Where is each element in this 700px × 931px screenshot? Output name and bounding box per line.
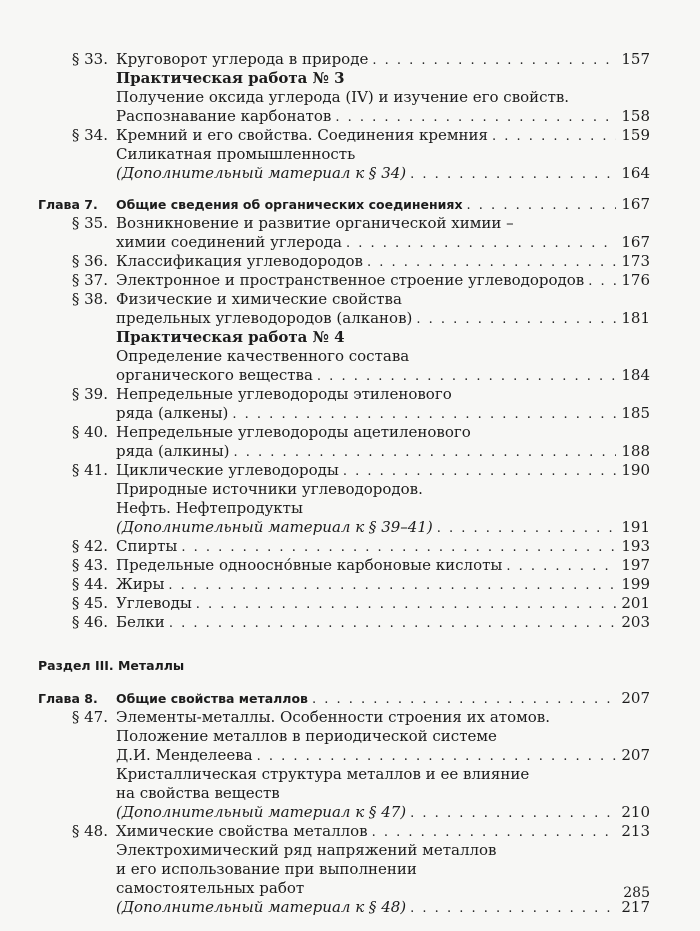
paragraph-number: § 40. (71, 423, 108, 441)
entry-page-number: 213 (621, 822, 650, 840)
toc-line (36, 328, 650, 347)
paragraph-number: § 45. (71, 594, 108, 612)
entry-title: (Дополнительный материал к § 34) (116, 164, 407, 182)
paragraph-number: § 39. (71, 385, 108, 403)
entry-page-number: 176 (621, 271, 650, 289)
entry-title: ряда (алкины) (116, 442, 230, 460)
entry-title: Силикатная промышленность (116, 145, 356, 163)
entry-title: Нефть. Нефтепродукты (116, 499, 303, 517)
dot-leader (257, 747, 616, 766)
toc-entry (36, 50, 650, 69)
toc-entry (36, 214, 650, 252)
toc-line (36, 252, 650, 271)
toc-line (36, 290, 650, 309)
toc-line (36, 727, 650, 746)
entry-title: Элементы-металлы. Особенности строения их атомов. (116, 708, 551, 726)
toc-line (36, 841, 650, 860)
entry-title: Электрохимический ряд напряжений металлов (116, 841, 497, 859)
toc-line (36, 214, 650, 233)
entry-page-number: 159 (621, 126, 650, 144)
toc-line (36, 385, 650, 404)
entry-title: Предельные одноосно́вные карбоновые кислоты (116, 556, 503, 574)
entry-title: органического вещества (116, 366, 313, 384)
dot-leader (410, 804, 616, 823)
entry-page-number: 217 (621, 898, 650, 916)
toc-line (36, 271, 650, 290)
dot-leader (588, 272, 616, 291)
toc-line (36, 822, 650, 841)
paragraph-number: § 35. (71, 214, 108, 232)
toc-entry (36, 537, 650, 556)
dot-leader (410, 165, 616, 184)
entry-title: Распознавание карбонатов (116, 107, 332, 125)
entry-page-number: 185 (621, 404, 650, 422)
toc-line (36, 499, 650, 518)
toc-line (36, 233, 650, 252)
entry-title: предельных углеводородов (алканов) (116, 309, 413, 327)
toc-line (36, 803, 650, 822)
entry-title: Определение качественного состава (116, 347, 410, 365)
entry-page-number: 203 (621, 613, 650, 631)
toc-line (36, 461, 650, 480)
entry-title: Физические и химические свойства (116, 290, 402, 308)
entry-title: ряда (алкены) (116, 404, 229, 422)
paragraph-number: § 44. (71, 575, 108, 593)
toc-entry (36, 461, 650, 537)
entry-title: на свойства веществ (116, 784, 280, 802)
paragraph-number: § 38. (71, 290, 108, 308)
toc-line (36, 404, 650, 423)
toc-line (36, 366, 650, 385)
toc-entry (36, 385, 650, 423)
toc-line (36, 88, 650, 107)
entry-page-number: 207 (621, 746, 650, 764)
toc-line (36, 107, 650, 126)
dot-leader (168, 576, 616, 595)
dot-leader (410, 899, 616, 918)
table-of-contents (36, 50, 650, 917)
dot-leader (335, 108, 616, 127)
toc-line (36, 126, 650, 145)
dot-leader (372, 823, 616, 842)
paragraph-number: § 36. (71, 252, 108, 270)
entry-title: Кристаллическая структура металлов и ее влияние (116, 765, 530, 783)
toc-line (36, 195, 650, 214)
toc-entry (36, 556, 650, 575)
dot-leader (416, 310, 616, 329)
paragraph-number: § 33. (71, 50, 108, 68)
entry-title: Электронное и пространственное строение углеводородов (116, 271, 585, 289)
entry-title: Положение металлов в периодической системе (116, 727, 497, 745)
entry-page-number: 167 (621, 195, 650, 213)
entry-title: Углеводы (116, 594, 192, 612)
entry-page-number: 197 (621, 556, 650, 574)
paragraph-number: § 47. (71, 708, 108, 726)
toc-line (36, 69, 650, 88)
dot-leader (367, 253, 616, 272)
toc-line (36, 480, 650, 499)
toc-line (36, 423, 650, 442)
entry-page-number: 164 (621, 164, 650, 182)
toc-line (36, 594, 650, 613)
dot-leader (312, 690, 616, 709)
toc-line (36, 860, 650, 879)
dot-leader (372, 51, 616, 70)
paragraph-number: § 48. (71, 822, 108, 840)
toc-chapter (36, 689, 650, 708)
toc-chapter (36, 195, 650, 214)
entry-page-number: 167 (621, 233, 650, 251)
entry-page-number: 201 (621, 594, 650, 612)
toc-entry (36, 822, 650, 917)
entry-page-number: 207 (621, 689, 650, 707)
entry-title: Практическая работа № 4 (116, 328, 345, 346)
toc-entry (36, 290, 650, 328)
dot-leader (234, 443, 617, 462)
paragraph-number: § 37. (71, 271, 108, 289)
entry-page-number: 157 (621, 50, 650, 68)
toc-spacer (36, 675, 650, 689)
toc-line (36, 708, 650, 727)
toc-line (36, 746, 650, 765)
entry-title: Химические свойства металлов (116, 822, 368, 840)
toc-line (36, 164, 650, 183)
dot-leader (492, 127, 616, 146)
toc-line (36, 347, 650, 366)
entry-page-number: 193 (621, 537, 650, 555)
toc-line (36, 898, 650, 917)
chapter-title: Общие сведения об органических соединениях (116, 197, 463, 212)
entry-page-number: 184 (621, 366, 650, 384)
dot-leader (506, 557, 616, 576)
dot-leader (346, 234, 616, 253)
toc-entry (36, 423, 650, 461)
entry-title: Круговорот углерода в природе (116, 50, 369, 68)
entry-page-number: 188 (621, 442, 650, 460)
chapter-number: Глава 7. (38, 197, 98, 212)
entry-title: Получение оксида углерода (IV) и изучение его свойств. (116, 88, 570, 106)
paragraph-number: § 46. (71, 613, 108, 631)
entry-title: и его использование при выполнении (116, 860, 417, 878)
toc-entry (36, 126, 650, 183)
entry-title: Природные источники углеводородов. (116, 480, 423, 498)
toc-entry (36, 271, 650, 290)
toc-line (36, 309, 650, 328)
entry-title: Спирты (116, 537, 178, 555)
entry-page-number: 173 (621, 252, 650, 270)
toc-line (36, 50, 650, 69)
dot-leader (343, 462, 616, 481)
entry-page-number: 191 (621, 518, 650, 536)
toc-entry (36, 575, 650, 594)
toc-line (36, 575, 650, 594)
dot-leader (181, 538, 616, 557)
paragraph-number: § 34. (71, 126, 108, 144)
entry-title: (Дополнительный материал к § 48) (116, 898, 407, 916)
toc-entry (36, 613, 650, 632)
entry-title: Белки (116, 613, 165, 631)
toc-line (36, 689, 650, 708)
entry-title: (Дополнительный материал к § 39–41) (116, 518, 433, 536)
toc-line (36, 145, 650, 164)
toc-line (36, 879, 650, 898)
toc-entry (36, 708, 650, 822)
toc-line (36, 784, 650, 803)
dot-leader (317, 367, 616, 386)
chapter-number: Глава 8. (38, 691, 98, 706)
toc-spacer (36, 183, 650, 195)
paragraph-number: § 42. (71, 537, 108, 555)
toc-entry (36, 328, 650, 385)
entry-page-number: 190 (621, 461, 650, 479)
entry-page-number: 158 (621, 107, 650, 125)
toc-line (36, 442, 650, 461)
entry-page-number: 181 (621, 309, 650, 327)
entry-title: Практическая работа № 3 (116, 69, 345, 87)
paragraph-number: § 43. (71, 556, 108, 574)
toc-entry (36, 252, 650, 271)
entry-title: Жиры (116, 575, 165, 593)
toc-entry (36, 69, 650, 126)
dot-leader (169, 614, 616, 633)
toc-line (36, 556, 650, 575)
paragraph-number: § 41. (71, 461, 108, 479)
toc-spacer (36, 632, 650, 656)
chapter-title: Общие свойства металлов (116, 691, 308, 706)
dot-leader (232, 405, 616, 424)
entry-title: химии соединений углерода (116, 233, 342, 251)
toc-line (36, 765, 650, 784)
section-heading: Раздел III. Металлы (38, 658, 185, 673)
entry-title: Кремний и его свойства. Соединения кремния (116, 126, 489, 144)
dot-leader (437, 519, 616, 538)
entry-title: Возникновение и развитие органической химии – (116, 214, 514, 232)
toc-line (36, 537, 650, 556)
entry-title: Циклические углеводороды (116, 461, 339, 479)
page-number: 285 (623, 885, 650, 901)
entry-page-number: 210 (621, 803, 650, 821)
dot-leader (196, 595, 616, 614)
entry-title: Классификация углеводородов (116, 252, 363, 270)
entry-page-number: 199 (621, 575, 650, 593)
dot-leader (467, 196, 616, 215)
entry-title: самостоятельных работ (116, 879, 305, 897)
entry-title: Непредельные углеводороды этиленового (116, 385, 452, 403)
toc-entry (36, 594, 650, 613)
entry-title: Д.И. Менделеева (116, 746, 253, 764)
toc-line (36, 613, 650, 632)
toc-line (36, 518, 650, 537)
entry-title: (Дополнительный материал к § 47) (116, 803, 407, 821)
entry-title: Непредельные углеводороды ацетиленового (116, 423, 471, 441)
